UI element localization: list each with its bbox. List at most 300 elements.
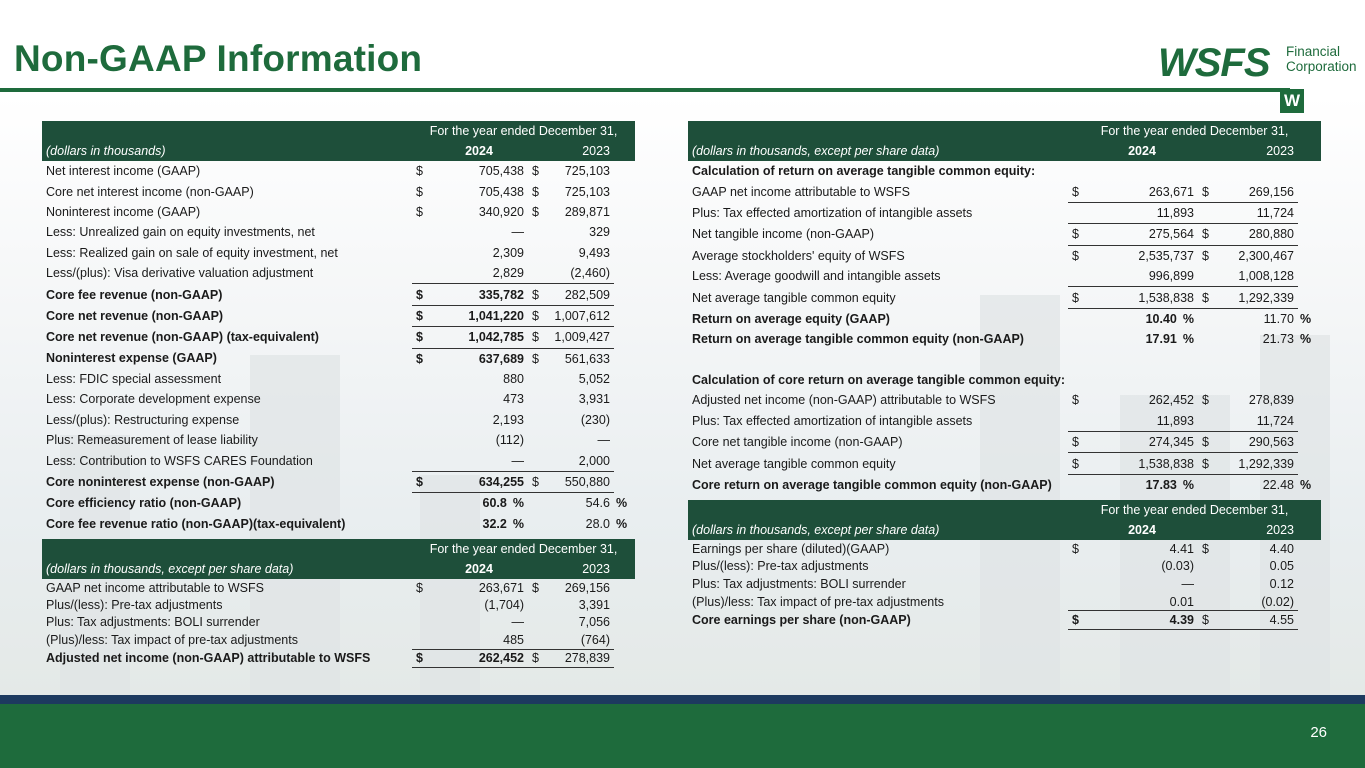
row-label: (Plus)/less: Tax impact of pre-tax adjustments bbox=[46, 633, 298, 648]
row-label: GAAP net income attributable to WSFS bbox=[46, 580, 264, 595]
currency-2023 bbox=[528, 450, 546, 471]
value-2023: 329 bbox=[589, 225, 610, 240]
percent-sign bbox=[614, 430, 635, 450]
value-2024: — bbox=[1181, 576, 1194, 591]
percent-sign bbox=[614, 348, 635, 369]
year-2024-header: 2024 bbox=[1086, 520, 1198, 540]
page-number: 26 bbox=[1310, 724, 1327, 741]
value-2024: 275,564 bbox=[1086, 224, 1198, 245]
percent-sign bbox=[614, 243, 635, 263]
value-2024: 17.91 % bbox=[1145, 332, 1194, 347]
percent-sign: % bbox=[512, 496, 524, 511]
period-header: For the year ended December 31, bbox=[1068, 121, 1321, 141]
currency-2024 bbox=[412, 514, 430, 534]
table-row bbox=[688, 390, 1321, 410]
row-label: Core net interest income (non-GAAP) bbox=[46, 184, 254, 199]
value-2024: (1,704) bbox=[484, 598, 524, 613]
row-label: Calculation of core return on average tangible common equity: bbox=[692, 373, 1065, 388]
table-row bbox=[688, 611, 1321, 630]
percent-sign bbox=[614, 305, 635, 326]
table-row bbox=[42, 389, 635, 409]
value-2024: — bbox=[430, 450, 528, 471]
row-label: Plus: Tax effected amortization of intangible assets bbox=[692, 205, 973, 220]
value-2023: 5,052 bbox=[578, 372, 610, 387]
currency-2023: $ bbox=[532, 164, 539, 179]
percent-sign bbox=[1298, 411, 1321, 432]
percent-sign: % bbox=[1182, 332, 1194, 347]
currency-2023: $ bbox=[528, 471, 546, 492]
value-2024 bbox=[1086, 161, 1198, 181]
percent-sign bbox=[1298, 453, 1321, 474]
percent-sign bbox=[614, 369, 635, 389]
row-label: Net tangible income (non-GAAP) bbox=[692, 227, 875, 242]
table-row bbox=[42, 369, 635, 389]
percent-sign: % bbox=[1300, 332, 1312, 347]
currency-2023: $ bbox=[1198, 611, 1216, 630]
currency-2024 bbox=[1068, 308, 1086, 329]
table-row bbox=[688, 575, 1321, 593]
row-label: Less: Unrealized gain on equity investments, net bbox=[46, 225, 315, 240]
value-2023: 280,880 bbox=[1216, 224, 1298, 245]
currency-2024: $ bbox=[1068, 432, 1086, 453]
value-2023 bbox=[1216, 350, 1298, 370]
currency-2024: $ bbox=[416, 164, 423, 179]
currency-2024 bbox=[412, 450, 430, 471]
percent-sign bbox=[1298, 575, 1321, 593]
value-2024: 1,042,785 bbox=[430, 327, 528, 348]
currency-2023: $ bbox=[1202, 541, 1209, 556]
t1-body bbox=[42, 161, 635, 534]
table-row bbox=[42, 348, 635, 369]
value-2023: 28.0 bbox=[585, 516, 610, 531]
currency-2024: $ bbox=[412, 471, 430, 492]
table-row bbox=[688, 432, 1321, 453]
percent-sign bbox=[614, 649, 635, 667]
value-2024: 4.39 bbox=[1086, 611, 1198, 630]
row-label: Less/(plus): Visa derivative valuation adjustment bbox=[46, 266, 314, 281]
table-row bbox=[42, 284, 635, 305]
logo-wordmark: WSFS bbox=[1158, 41, 1270, 85]
value-2023: 269,156 bbox=[1216, 181, 1298, 202]
currency-2024 bbox=[412, 614, 430, 631]
period-header: For the year ended December 31, bbox=[412, 121, 635, 141]
currency-2023 bbox=[1198, 350, 1216, 370]
core-revenue-expense-table bbox=[42, 121, 635, 534]
table-row bbox=[688, 593, 1321, 611]
value-2024: 2,829 bbox=[430, 263, 528, 284]
row-label: Less: Realized gain on sale of equity investment, net bbox=[46, 245, 338, 260]
value-2023: (764) bbox=[546, 631, 614, 649]
row-label: Adjusted net income (non-GAAP) attributable to WSFS bbox=[46, 651, 371, 666]
percent-sign bbox=[614, 222, 635, 242]
table-row bbox=[42, 243, 635, 263]
currency-2023: $ bbox=[1198, 287, 1216, 308]
currency-2024 bbox=[412, 243, 430, 263]
currency-2023: $ bbox=[532, 184, 539, 199]
percent-sign bbox=[614, 161, 635, 181]
logo-subtitle: Financial Corporation bbox=[1286, 44, 1357, 74]
currency-2023: $ bbox=[1198, 432, 1216, 453]
currency-2024: $ bbox=[416, 580, 423, 595]
value-2023: 0.12 bbox=[1269, 576, 1294, 591]
percent-sign bbox=[1298, 593, 1321, 611]
currency-2024: $ bbox=[416, 184, 423, 199]
value-2024: 11,893 bbox=[1086, 411, 1198, 432]
value-2024: 4.41 bbox=[1169, 541, 1194, 556]
currency-2024 bbox=[1068, 558, 1086, 576]
currency-2024 bbox=[412, 596, 430, 613]
value-2024 bbox=[1086, 350, 1198, 370]
value-2023: 4.55 bbox=[1216, 611, 1298, 630]
currency-2023 bbox=[528, 430, 546, 450]
value-2023 bbox=[1216, 161, 1298, 181]
value-2024: 1,041,220 bbox=[430, 305, 528, 326]
table-row bbox=[42, 614, 635, 631]
currency-2023: $ bbox=[1202, 248, 1209, 263]
t2-body bbox=[42, 579, 635, 667]
currency-2024 bbox=[1068, 575, 1086, 593]
value-2024: (112) bbox=[495, 433, 524, 448]
row-label: Calculation of return on average tangible common equity: bbox=[692, 164, 1036, 179]
table-row bbox=[42, 263, 635, 284]
value-2023: 1,008,128 bbox=[1216, 266, 1298, 287]
row-label: Core earnings per share (non-GAAP) bbox=[692, 613, 911, 628]
units-label: (dollars in thousands, except per share data) bbox=[688, 520, 1068, 540]
currency-2024: $ bbox=[416, 204, 423, 219]
currency-2023 bbox=[1198, 411, 1216, 432]
currency-2023: $ bbox=[1198, 224, 1216, 245]
percent-sign bbox=[1298, 161, 1321, 181]
table-row bbox=[688, 266, 1321, 287]
row-label: Net average tangible common equity bbox=[692, 456, 896, 471]
value-2024: 274,345 bbox=[1086, 432, 1198, 453]
row-label: Less: Average goodwill and intangible assets bbox=[692, 269, 941, 284]
currency-2024 bbox=[1068, 329, 1086, 349]
value-2024: 705,438 bbox=[478, 164, 524, 179]
currency-2023: $ bbox=[528, 649, 546, 667]
return-on-tangible-equity-table bbox=[688, 121, 1321, 495]
currency-2024 bbox=[1068, 411, 1086, 432]
value-2024: 340,920 bbox=[478, 204, 524, 219]
row-label: Core efficiency ratio (non-GAAP) bbox=[46, 496, 242, 511]
value-2023: 289,871 bbox=[564, 204, 610, 219]
currency-2024 bbox=[1068, 474, 1086, 495]
value-2024: 634,255 bbox=[430, 471, 528, 492]
percent-sign: % bbox=[1182, 478, 1194, 493]
currency-2023 bbox=[528, 514, 546, 534]
value-2024: 2,535,737 bbox=[1138, 248, 1194, 263]
currency-2024 bbox=[412, 493, 430, 514]
table-row bbox=[42, 327, 635, 348]
row-label: Plus/(less): Pre-tax adjustments bbox=[692, 559, 869, 574]
currency-2024 bbox=[1068, 161, 1086, 181]
row-label: Noninterest income (GAAP) bbox=[46, 204, 201, 219]
currency-2023 bbox=[528, 389, 546, 409]
value-2023: 2,000 bbox=[546, 450, 614, 471]
row-label bbox=[688, 350, 1068, 370]
percent-sign bbox=[614, 263, 635, 284]
currency-2024: $ bbox=[416, 351, 423, 366]
t4-body bbox=[688, 540, 1321, 629]
year-2024-header: 2024 bbox=[430, 559, 528, 579]
value-2024: 60.8 % bbox=[482, 496, 524, 511]
value-2023: — bbox=[597, 433, 610, 448]
table-row bbox=[42, 430, 635, 450]
table-row bbox=[688, 411, 1321, 432]
percent-sign bbox=[614, 389, 635, 409]
row-label: Return on average equity (GAAP) bbox=[692, 311, 890, 326]
table-row bbox=[688, 474, 1321, 495]
value-2023: (2,460) bbox=[546, 263, 614, 284]
value-2023: 4.40 bbox=[1269, 541, 1294, 556]
value-2023: 1,009,427 bbox=[546, 327, 614, 348]
row-label: Return on average tangible common equity (non-GAAP) bbox=[692, 332, 1024, 347]
currency-2024 bbox=[1068, 202, 1086, 223]
value-2024: (0.03) bbox=[1161, 559, 1194, 574]
table-row bbox=[688, 308, 1321, 329]
row-label: Core fee revenue (non-GAAP) bbox=[46, 287, 223, 302]
value-2023: 269,156 bbox=[564, 580, 610, 595]
value-2023: 3,391 bbox=[578, 598, 610, 613]
company-logo bbox=[1158, 41, 1358, 111]
currency-2023 bbox=[528, 631, 546, 649]
value-2024: 473 bbox=[503, 392, 524, 407]
row-label: Plus: Tax adjustments: BOLI surrender bbox=[46, 615, 260, 630]
table-row bbox=[42, 631, 635, 649]
table-row bbox=[688, 245, 1321, 266]
currency-2024: $ bbox=[1068, 611, 1086, 630]
table-row bbox=[688, 329, 1321, 349]
value-2024: 32.2 % bbox=[482, 516, 524, 531]
value-2023: 725,103 bbox=[564, 164, 610, 179]
percent-sign bbox=[1298, 181, 1321, 202]
value-2024: 1,538,838 bbox=[1086, 287, 1198, 308]
currency-2024: $ bbox=[1068, 287, 1086, 308]
currency-2024: $ bbox=[412, 649, 430, 667]
currency-2023: $ bbox=[528, 327, 546, 348]
currency-2024 bbox=[412, 430, 430, 450]
value-2024: 2,309 bbox=[492, 245, 524, 260]
currency-2024: $ bbox=[412, 305, 430, 326]
value-2023: 11,724 bbox=[1216, 202, 1298, 223]
row-label: Net average tangible common equity bbox=[692, 290, 896, 305]
table-row bbox=[42, 222, 635, 242]
units-label: (dollars in thousands, except per share data) bbox=[688, 141, 1068, 161]
currency-2023 bbox=[1198, 329, 1216, 349]
table-row bbox=[42, 161, 635, 181]
value-2023: 21.73 bbox=[1262, 332, 1294, 347]
percent-sign bbox=[1298, 202, 1321, 223]
currency-2023: $ bbox=[532, 351, 539, 366]
table-row bbox=[42, 471, 635, 492]
percent-sign bbox=[614, 410, 635, 430]
value-2024: 2,193 bbox=[492, 412, 524, 427]
currency-2024: $ bbox=[1072, 541, 1079, 556]
table-row bbox=[42, 596, 635, 613]
percent-sign bbox=[1298, 540, 1321, 558]
row-label: Less: FDIC special assessment bbox=[46, 372, 222, 387]
row-label: Core fee revenue ratio (non-GAAP)(tax-equivalent) bbox=[46, 516, 346, 531]
percent-sign: % bbox=[1300, 477, 1312, 492]
percent-sign bbox=[1298, 224, 1321, 245]
currency-2023 bbox=[528, 596, 546, 613]
percent-sign bbox=[614, 596, 635, 613]
currency-2024 bbox=[1068, 370, 1086, 390]
value-2024: 263,671 bbox=[1086, 181, 1198, 202]
currency-2023 bbox=[1198, 558, 1216, 576]
currency-2023: $ bbox=[1198, 181, 1216, 202]
percent-sign bbox=[1298, 287, 1321, 308]
units-label: (dollars in thousands) bbox=[42, 141, 412, 161]
currency-2023 bbox=[1198, 474, 1216, 495]
year-2023-header: 2023 bbox=[1216, 141, 1298, 161]
currency-2024 bbox=[412, 631, 430, 649]
table-row bbox=[688, 287, 1321, 308]
value-2023: 22.48 bbox=[1262, 478, 1294, 493]
row-label: Core net revenue (non-GAAP) (tax-equivalent) bbox=[46, 330, 319, 345]
value-2023: 3,931 bbox=[578, 392, 610, 407]
value-2023: 561,633 bbox=[564, 351, 610, 366]
percent-sign bbox=[1298, 370, 1321, 390]
currency-2023 bbox=[1198, 575, 1216, 593]
value-2024: 262,452 bbox=[1148, 393, 1194, 408]
currency-2023 bbox=[1198, 593, 1216, 611]
percent-sign bbox=[614, 579, 635, 596]
row-label: Plus: Remeasurement of lease liability bbox=[46, 433, 258, 448]
value-2024: 335,782 bbox=[430, 284, 528, 305]
table-row bbox=[688, 558, 1321, 576]
row-label: Net interest income (GAAP) bbox=[46, 164, 201, 179]
currency-2023 bbox=[528, 369, 546, 389]
value-2023: 54.6 bbox=[585, 496, 610, 511]
value-2024: — bbox=[511, 615, 524, 630]
footer-bar bbox=[0, 704, 1365, 768]
value-2024: — bbox=[511, 225, 524, 240]
currency-2023 bbox=[1198, 308, 1216, 329]
year-2023-header: 2023 bbox=[546, 559, 614, 579]
row-label: Less: Contribution to WSFS CARES Foundation bbox=[46, 453, 313, 468]
currency-2023 bbox=[1198, 161, 1216, 181]
table-row bbox=[688, 350, 1321, 370]
value-2023: (230) bbox=[580, 412, 610, 427]
row-label: Core net revenue (non-GAAP) bbox=[46, 308, 224, 323]
percent-sign bbox=[614, 327, 635, 348]
value-2024: 705,438 bbox=[478, 184, 524, 199]
value-2024 bbox=[1086, 370, 1198, 390]
row-label: Average stockholders' equity of WSFS bbox=[692, 248, 905, 263]
value-2023: 7,056 bbox=[578, 615, 610, 630]
value-2023: 0.05 bbox=[1269, 559, 1294, 574]
value-2023: 278,839 bbox=[1248, 393, 1294, 408]
table-row bbox=[42, 514, 635, 534]
value-2024: 262,452 bbox=[430, 649, 528, 667]
value-2024: 485 bbox=[430, 631, 528, 649]
row-label: Plus/(less): Pre-tax adjustments bbox=[46, 598, 223, 613]
table-row bbox=[42, 649, 635, 667]
percent-sign bbox=[1298, 558, 1321, 576]
value-2023 bbox=[1216, 370, 1298, 390]
t3-body bbox=[688, 161, 1321, 495]
currency-2023 bbox=[1198, 370, 1216, 390]
value-2024: 637,689 bbox=[478, 351, 524, 366]
value-2023: 1,292,339 bbox=[1216, 287, 1298, 308]
row-label: Adjusted net income (non-GAAP) attributable to WSFS bbox=[692, 393, 996, 408]
value-2024: 880 bbox=[503, 372, 524, 387]
percent-sign: % bbox=[616, 516, 628, 531]
value-2023: 725,103 bbox=[564, 184, 610, 199]
percent-sign bbox=[614, 450, 635, 471]
value-2024: 11,893 bbox=[1086, 202, 1198, 223]
year-2024-header: 2024 bbox=[430, 141, 528, 161]
row-label: Earnings per share (diluted)(GAAP) bbox=[692, 541, 890, 556]
value-2023: 11.70 bbox=[1263, 311, 1294, 326]
row-label: GAAP net income attributable to WSFS bbox=[692, 184, 910, 199]
value-2024: 263,671 bbox=[478, 580, 524, 595]
adjusted-net-income-table bbox=[42, 539, 635, 668]
value-2023: 282,509 bbox=[546, 284, 614, 305]
currency-2023: $ bbox=[532, 580, 539, 595]
currency-2023: $ bbox=[528, 305, 546, 326]
table-row bbox=[42, 493, 635, 514]
row-label: Noninterest expense (GAAP) bbox=[46, 351, 217, 366]
percent-sign bbox=[1298, 266, 1321, 287]
currency-2024 bbox=[1068, 350, 1086, 370]
currency-2023: $ bbox=[528, 284, 546, 305]
table-row bbox=[688, 540, 1321, 558]
table-row bbox=[42, 181, 635, 201]
value-2023: 1,007,612 bbox=[546, 305, 614, 326]
value-2023: 2,300,467 bbox=[1238, 248, 1294, 263]
table-row bbox=[688, 161, 1321, 181]
currency-2024 bbox=[412, 263, 430, 284]
percent-sign bbox=[1298, 245, 1321, 266]
row-label: Plus: Tax adjustments: BOLI surrender bbox=[692, 576, 906, 591]
table-row bbox=[688, 202, 1321, 223]
value-2024: 1,538,838 bbox=[1086, 453, 1198, 474]
percent-sign bbox=[614, 202, 635, 222]
percent-sign bbox=[1298, 611, 1321, 630]
currency-2023 bbox=[1198, 202, 1216, 223]
value-2023: (0.02) bbox=[1216, 593, 1298, 611]
currency-2024: $ bbox=[1072, 393, 1079, 408]
row-label: (Plus)/less: Tax impact of pre-tax adjustments bbox=[692, 594, 944, 609]
percent-sign bbox=[614, 284, 635, 305]
percent-sign bbox=[614, 181, 635, 201]
currency-2024 bbox=[412, 410, 430, 430]
currency-2024 bbox=[1068, 593, 1086, 611]
table-row bbox=[42, 579, 635, 596]
value-2023: 550,880 bbox=[546, 471, 614, 492]
value-2023: 11,724 bbox=[1216, 411, 1298, 432]
currency-2023 bbox=[528, 493, 546, 514]
percent-sign: % bbox=[1300, 311, 1312, 326]
row-label: Core return on average tangible common equity (non-GAAP) bbox=[692, 477, 1052, 492]
table-row bbox=[688, 370, 1321, 390]
value-2024: 17.83 % bbox=[1145, 478, 1194, 493]
currency-2023: $ bbox=[1202, 393, 1209, 408]
period-header: For the year ended December 31, bbox=[1068, 500, 1321, 520]
table-row bbox=[688, 224, 1321, 245]
currency-2024 bbox=[412, 369, 430, 389]
value-2023: 290,563 bbox=[1216, 432, 1298, 453]
row-label: Core net tangible income (non-GAAP) bbox=[692, 435, 903, 450]
title-divider bbox=[0, 88, 1290, 92]
row-label: Plus: Tax effected amortization of intangible assets bbox=[692, 414, 973, 429]
percent-sign bbox=[1298, 390, 1321, 410]
table-row bbox=[42, 410, 635, 430]
currency-2023 bbox=[528, 410, 546, 430]
table-row bbox=[42, 202, 635, 222]
